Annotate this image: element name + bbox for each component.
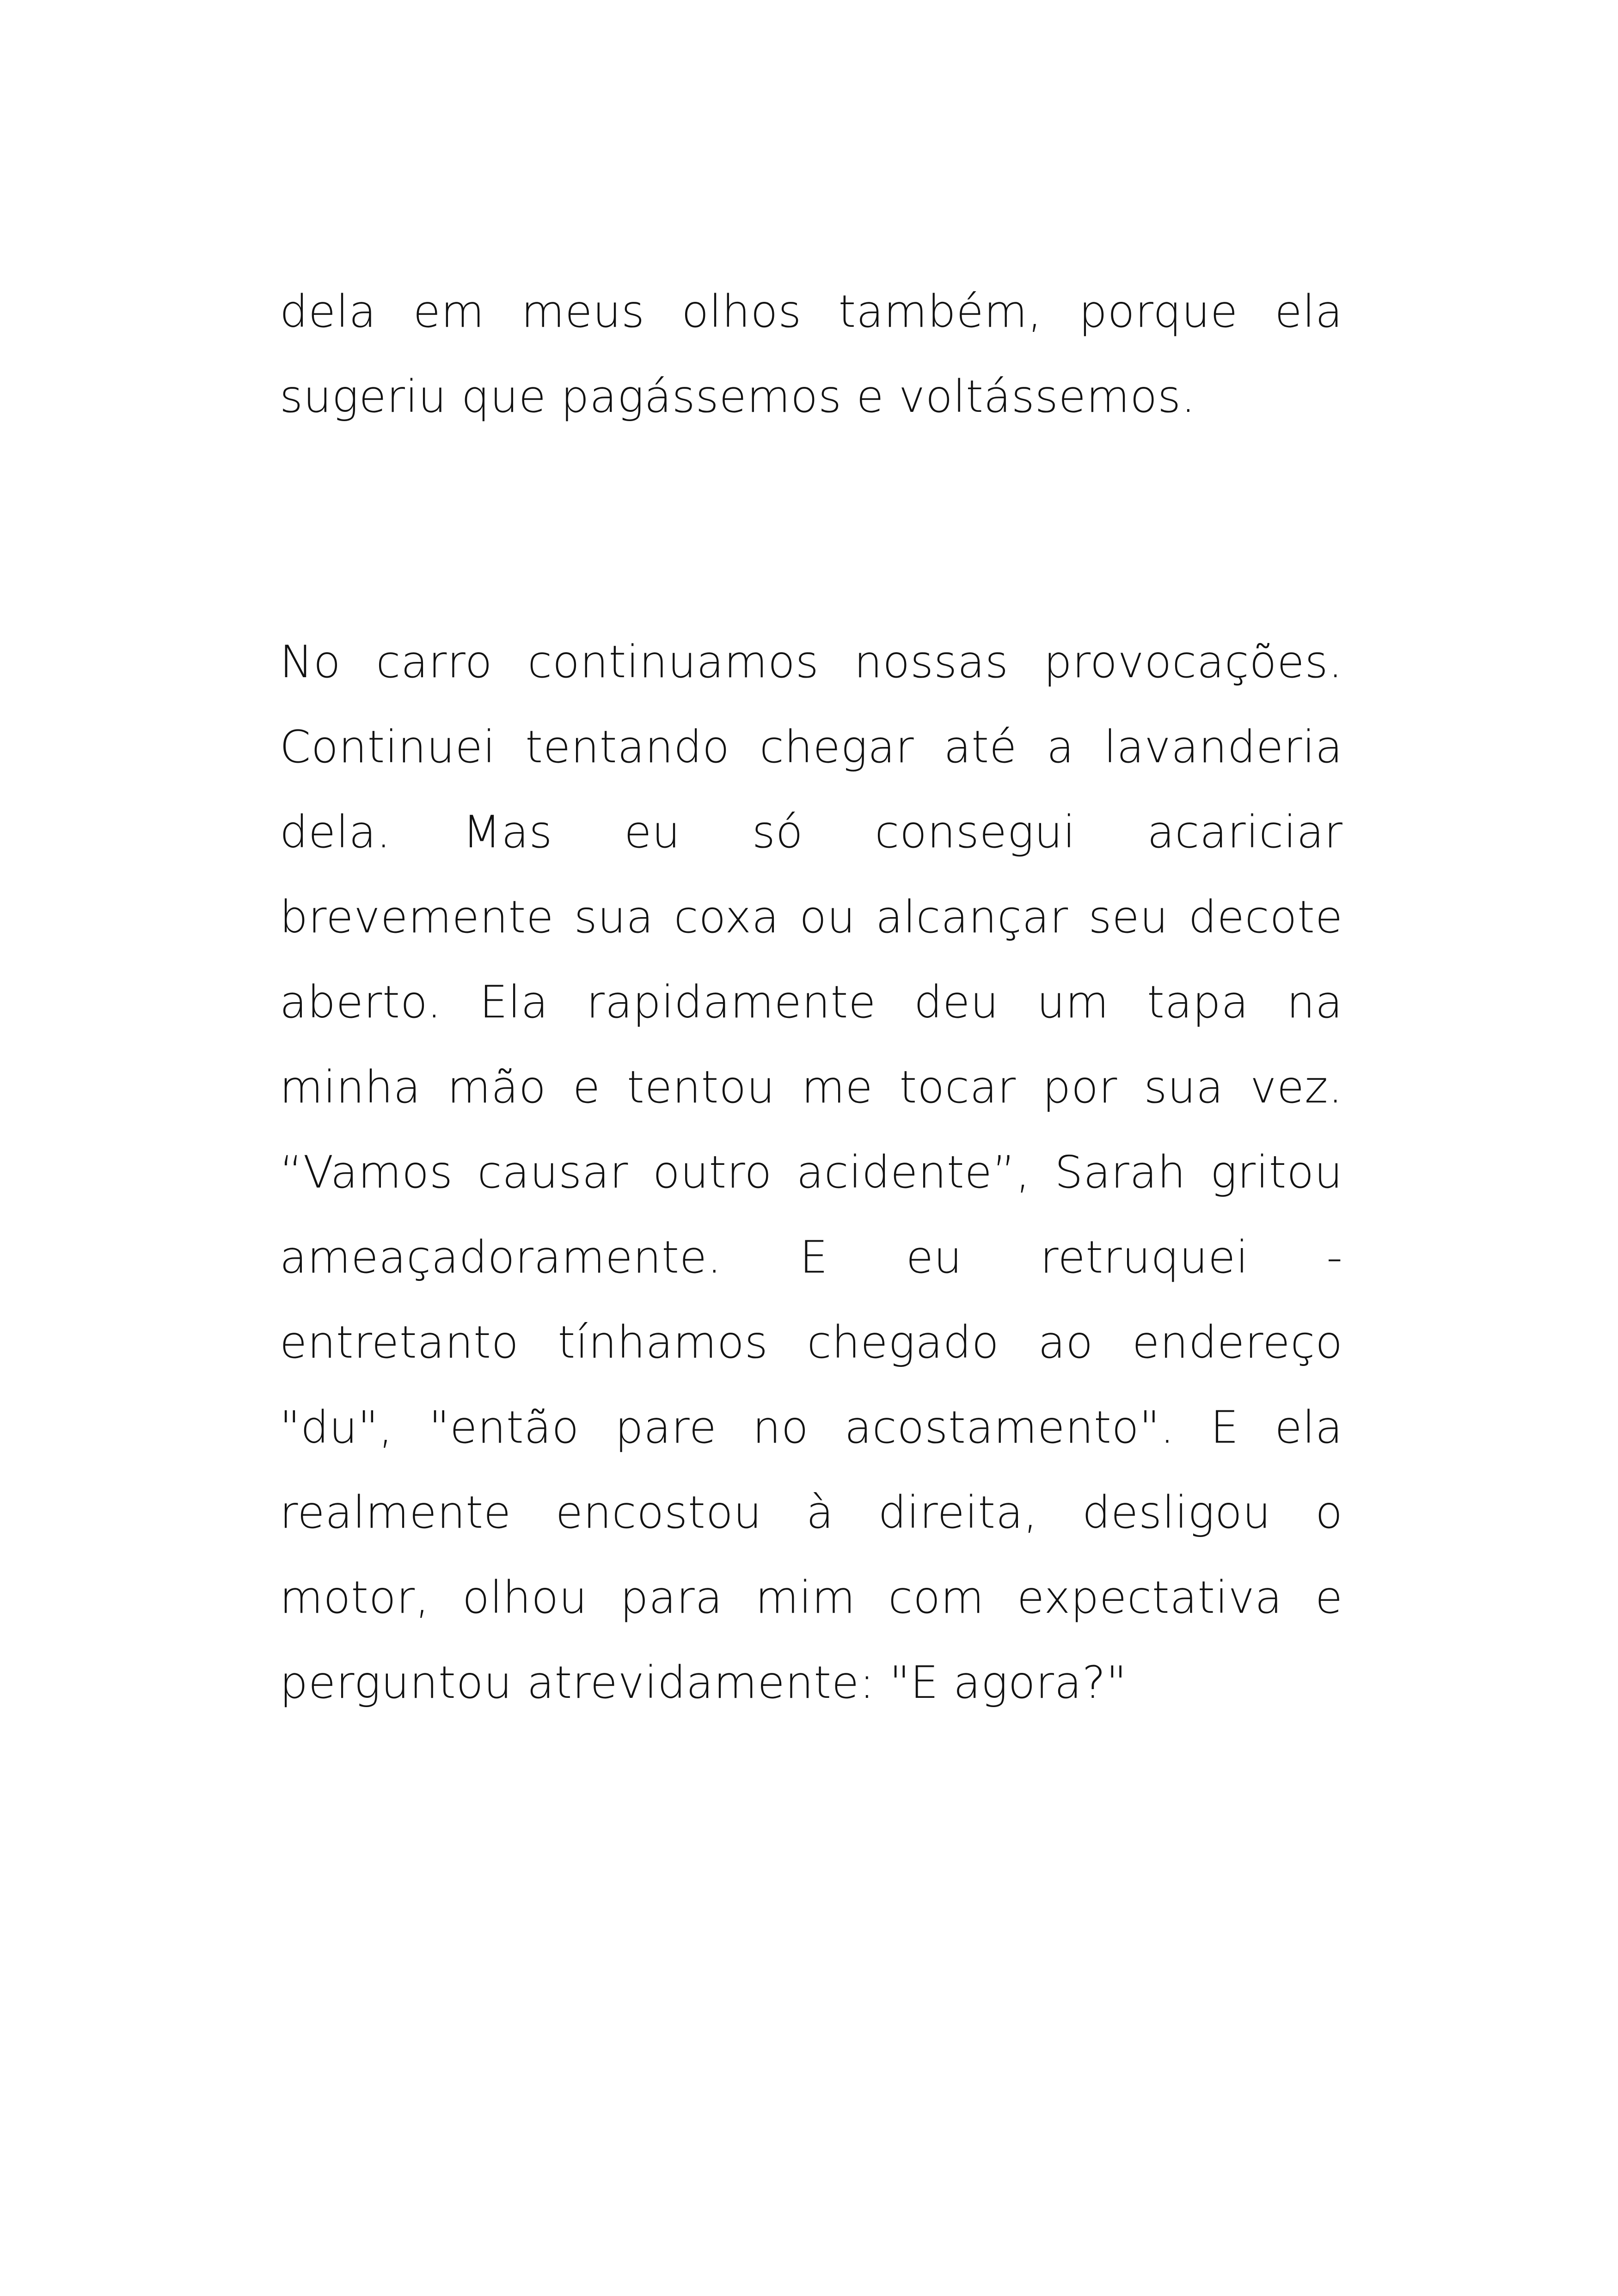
paragraph-2-line: perguntou atrevidamente: "E agora?" [280, 1657, 1127, 1708]
paragraph-2-line: dela. Mas eu só consegui acariciar [280, 806, 1343, 858]
paragraph-2-line: realmente encostou à direita, desligou o [280, 1487, 1343, 1538]
paragraph-1-line: dela em meus olhos também, porque ela [280, 286, 1343, 337]
paragraph-2-line: motor, olhou para mim com expectativa e [280, 1572, 1343, 1623]
paragraph-1-line: sugeriu que pagássemos e voltássemos. [280, 371, 1196, 422]
paragraph-2 [280, 619, 1343, 1725]
paragraph-2-line: No carro continuamos nossas provocações. [280, 636, 1343, 688]
paragraph-2-line: ameaçadoramente. E eu retruquei - [280, 1231, 1343, 1283]
paragraph-2-line: "du", "então pare no acostamento". E ela [280, 1402, 1343, 1453]
paragraph-2-line: “Vamos causar outro acidente”, Sarah gritou [280, 1146, 1343, 1198]
paragraph-2-line: brevemente sua coxa ou alcançar seu decote [280, 891, 1343, 943]
paragraph-2-line: minha mão e tentou me tocar por sua vez. [280, 1061, 1343, 1113]
paragraph-2-line: Continuei tentando chegar até a lavanderia [280, 721, 1343, 773]
paragraph-1 [280, 269, 1343, 439]
paragraph-2-line: entretanto tínhamos chegado ao endereço [280, 1316, 1343, 1368]
paragraph-2-line: aberto. Ela rapidamente deu um tapa na [280, 976, 1343, 1028]
